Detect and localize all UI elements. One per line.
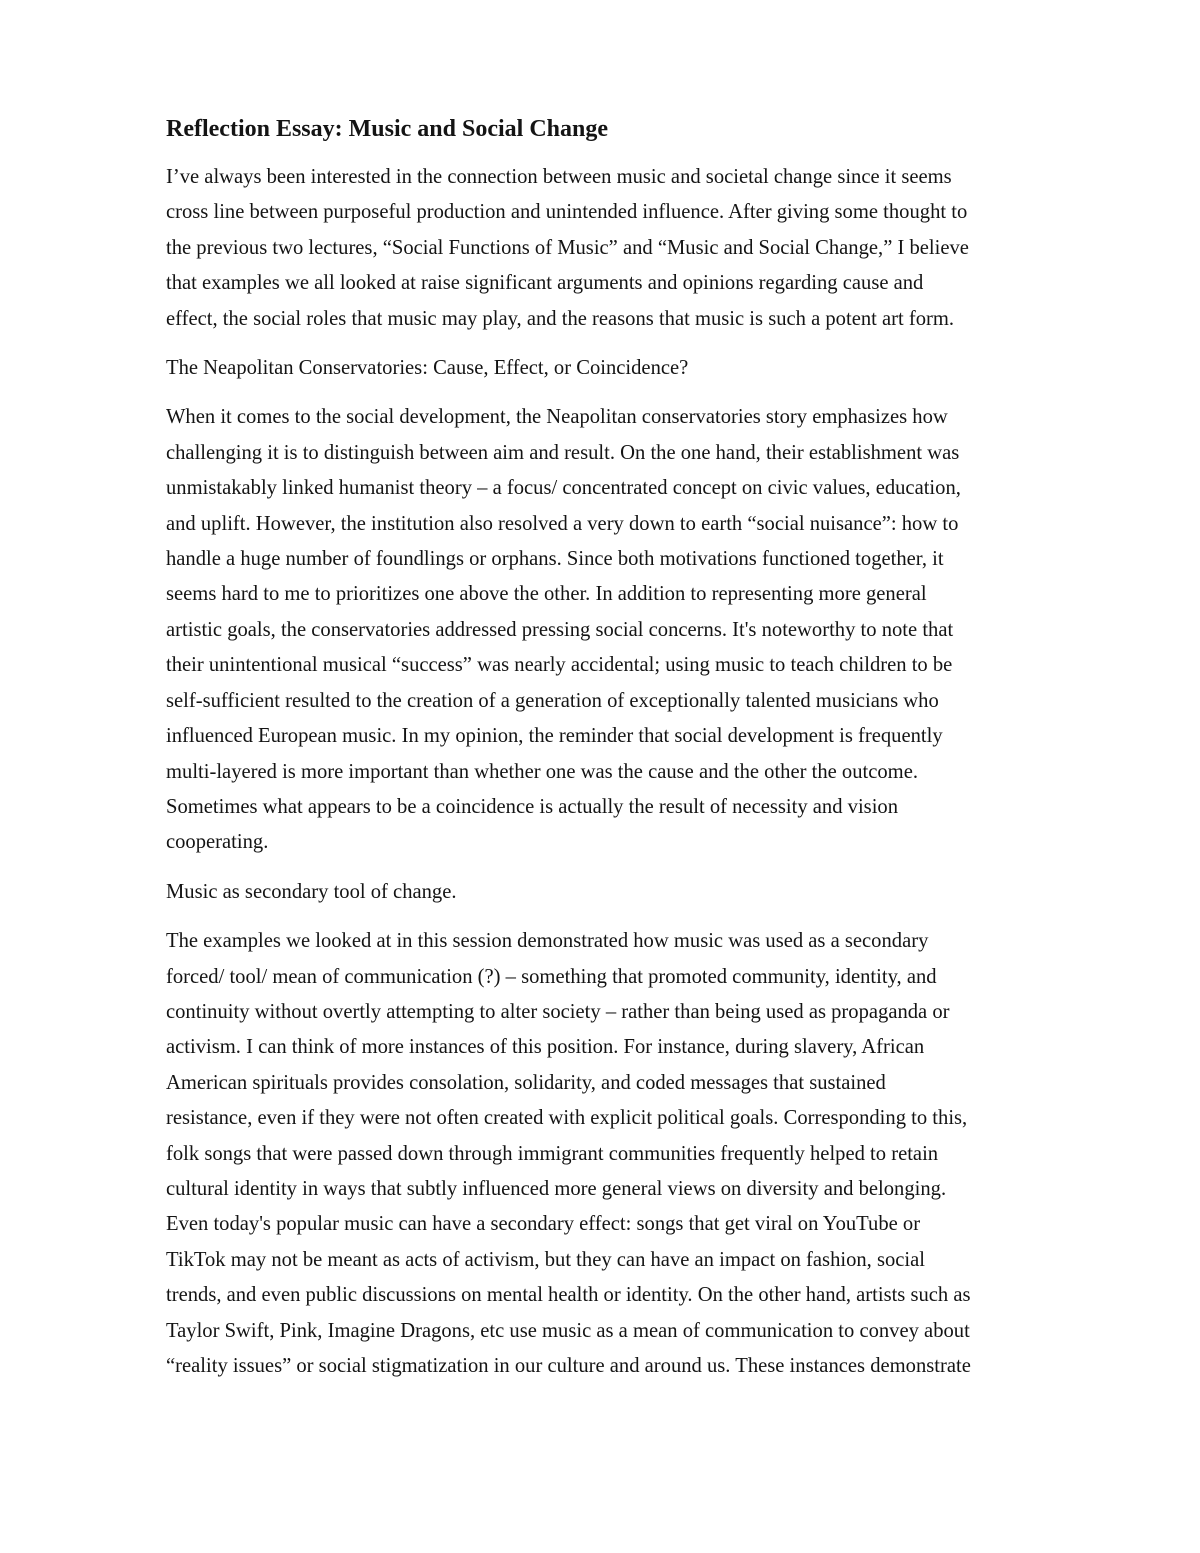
text-line: effect, the social roles that music may play, and the reasons that music is such a potent art form.	[166, 307, 955, 330]
text-line: self-sufficient resulted to the creation of a generation of exceptionally talented musicians who	[166, 689, 939, 712]
text-line: trends, and even public discussions on mental health or identity. On the other hand, artists such as	[166, 1284, 971, 1307]
text-line: and uplift. However, the institution also resolved a very down to earth “social nuisance”: how to	[166, 512, 959, 535]
text-line: influenced European music. In my opinion, the reminder that social development is frequently	[166, 725, 943, 748]
text-line: Sometimes what appears to be a coincidence is actually the result of necessity and vision	[166, 795, 899, 818]
document-title: Reflection Essay: Music and Social Change	[166, 116, 609, 142]
text-line: their unintentional musical “success” was nearly accidental; using music to teach children to be	[166, 654, 953, 677]
text-line: artistic goals, the conservatories addressed pressing social concerns. It's noteworthy to note that	[166, 618, 954, 641]
text-line: When it comes to the social development, the Neapolitan conservatories story emphasizes how	[166, 406, 948, 429]
text-line: “reality issues” or social stigmatization in our culture and around us. These instances demonstrate	[166, 1355, 971, 1377]
text-line: that examples we all looked at raise significant arguments and opinions regarding cause and	[166, 272, 924, 295]
text-line: challenging it is to distinguish between aim and result. On the one hand, their establishment was	[166, 441, 960, 464]
text-line: cultural identity in ways that subtly influenced more general views on diversity and belonging.	[166, 1177, 947, 1200]
section2-paragraph	[166, 924, 1092, 1384]
text-line: cross line between purposeful production and unintended influence. After giving some thought to	[166, 201, 968, 224]
text-line: Taylor Swift, Pink, Imagine Dragons, etc use music as a mean of communication to convey about	[166, 1319, 970, 1342]
text-line: cooperating.	[166, 831, 269, 854]
text-line: seems hard to me to prioritizes one above the other. In addition to representing more general	[166, 583, 927, 606]
text-line: I’ve always been interested in the connection between music and societal change since it seems	[166, 166, 952, 188]
text-line: the previous two lectures, “Social Functions of Music” and “Music and Social Change,” I believe	[166, 236, 969, 259]
text-line: multi-layered is more important than whether one was the cause and the other the outcome.	[166, 760, 918, 783]
text-line: forced/ tool/ mean of communication (?) – something that promoted community, identity, and	[166, 965, 937, 988]
text-line: continuity without overtly attempting to alter society – rather than being used as propaganda or	[166, 1000, 950, 1023]
text-line: resistance, even if they were not often created with explicit political goals. Corresponding to this,	[166, 1107, 968, 1130]
text-line: activism. I can think of more instances of this position. For instance, during slavery, African	[166, 1036, 925, 1059]
document-content	[166, 112, 1092, 1398]
section2-heading: Music as secondary tool of change.	[166, 880, 457, 903]
text-line: unmistakably linked humanist theory – a focus/ concentrated concept on civic values, education,	[166, 477, 961, 500]
section1-paragraph	[166, 400, 1092, 860]
section-heading	[166, 875, 1092, 910]
intro-paragraph	[166, 160, 1092, 337]
text-line: Even today's popular music can have a secondary effect: songs that get viral on YouTube or	[166, 1213, 921, 1236]
text-line: The examples we looked at in this session demonstrated how music was used as a secondary	[166, 930, 929, 953]
text-line: folk songs that were passed down through immigrant communities frequently helped to retain	[166, 1142, 939, 1165]
text-line: handle a huge number of foundlings or orphans. Since both motivations functioned together, it	[166, 548, 944, 571]
text-line: TikTok may not be meant as acts of activism, but they can have an impact on fashion, social	[166, 1248, 926, 1271]
section-heading	[166, 351, 1092, 386]
text-line: American spirituals provides consolation, solidarity, and coded messages that sustained	[166, 1071, 886, 1094]
section1-heading: The Neapolitan Conservatories: Cause, Effect, or Coincidence?	[166, 357, 689, 380]
